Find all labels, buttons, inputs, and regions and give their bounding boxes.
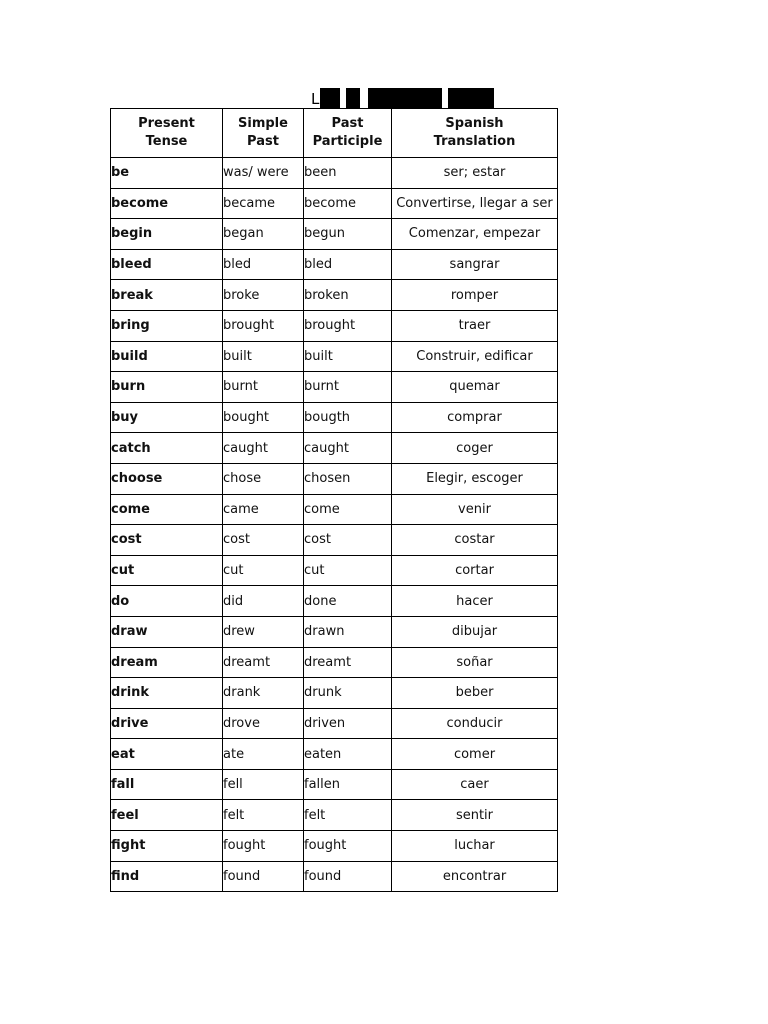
spanish-translation-cell: venir [392,494,558,525]
present-tense-cell: feel [111,800,223,831]
simple-past-cell: found [223,861,304,892]
title-redaction-block [320,88,340,108]
simple-past-cell: became [223,188,304,219]
table-row [111,158,558,189]
header-present-tense [111,109,223,158]
simple-past-cell: fought [223,831,304,862]
present-tense-cell: dream [111,647,223,678]
present-tense-cell: drive [111,708,223,739]
table-header-row [111,109,558,158]
simple-past-cell: bled [223,249,304,280]
spanish-translation-cell: luchar [392,831,558,862]
simple-past-cell: chose [223,463,304,494]
present-tense-cell: do [111,586,223,617]
table-row [111,249,558,280]
spanish-translation-cell: conducir [392,708,558,739]
past-participle-cell: eaten [304,739,392,770]
table-row [111,800,558,831]
past-participle-cell: caught [304,433,392,464]
spanish-translation-cell: encontrar [392,861,558,892]
simple-past-cell: drove [223,708,304,739]
table-row [111,739,558,770]
spanish-translation-cell: dibujar [392,616,558,647]
simple-past-cell: began [223,219,304,250]
table-row [111,219,558,250]
header-spanish-line2: Translation [433,134,516,149]
spanish-translation-cell: Convertirse, llegar a ser [392,188,558,219]
spanish-translation-cell: ser; estar [392,158,558,189]
past-participle-cell: been [304,158,392,189]
present-tense-cell: buy [111,402,223,433]
simple-past-cell: cost [223,525,304,556]
past-participle-cell: driven [304,708,392,739]
simple-past-cell: felt [223,800,304,831]
spanish-translation-cell: Comenzar, empezar [392,219,558,250]
spanish-translation-cell: costar [392,525,558,556]
table-row [111,463,558,494]
table-row [111,433,558,464]
title-redaction-block [346,88,360,108]
spanish-translation-cell: Construir, edificar [392,341,558,372]
simple-past-cell: built [223,341,304,372]
past-participle-cell: come [304,494,392,525]
present-tense-cell: break [111,280,223,311]
spanish-translation-cell: quemar [392,372,558,403]
simple-past-cell: came [223,494,304,525]
present-tense-cell: begin [111,219,223,250]
past-participle-cell: found [304,861,392,892]
present-tense-cell: draw [111,616,223,647]
present-tense-cell: find [111,861,223,892]
past-participle-cell: done [304,586,392,617]
table-row [111,708,558,739]
header-participle-line1: Past [331,116,364,131]
spanish-translation-cell: sangrar [392,249,558,280]
table-row [111,831,558,862]
past-participle-cell: drawn [304,616,392,647]
past-participle-cell: become [304,188,392,219]
present-tense-cell: cost [111,525,223,556]
past-participle-cell: cut [304,555,392,586]
title-redaction-block [448,88,494,108]
simple-past-cell: burnt [223,372,304,403]
spanish-translation-cell: hacer [392,586,558,617]
header-simple-past [223,109,304,158]
past-participle-cell: drunk [304,678,392,709]
simple-past-cell: dreamt [223,647,304,678]
present-tense-cell: burn [111,372,223,403]
table-row [111,861,558,892]
present-tense-cell: catch [111,433,223,464]
table-row [111,280,558,311]
present-tense-cell: become [111,188,223,219]
header-present-line2: Tense [145,134,188,149]
present-tense-cell: drink [111,678,223,709]
spanish-translation-cell: romper [392,280,558,311]
simple-past-cell: did [223,586,304,617]
table-row [111,341,558,372]
present-tense-cell: come [111,494,223,525]
past-participle-cell: fallen [304,769,392,800]
spanish-translation-cell: cortar [392,555,558,586]
table-row [111,616,558,647]
past-participle-cell: felt [304,800,392,831]
table-row [111,188,558,219]
spanish-translation-cell: coger [392,433,558,464]
past-participle-cell: burnt [304,372,392,403]
present-tense-cell: be [111,158,223,189]
spanish-translation-cell: caer [392,769,558,800]
header-past-participle [304,109,392,158]
spanish-translation-cell: sentir [392,800,558,831]
simple-past-cell: cut [223,555,304,586]
header-present-line1: Present [138,116,195,131]
table-row [111,402,558,433]
document-title [311,88,494,108]
simple-past-cell: drew [223,616,304,647]
past-participle-cell: broken [304,280,392,311]
header-spanish-line1: Spanish [445,116,504,131]
present-tense-cell: choose [111,463,223,494]
simple-past-cell: was/ were [223,158,304,189]
past-participle-cell: bougth [304,402,392,433]
simple-past-cell: brought [223,310,304,341]
table-body [111,158,558,892]
spanish-translation-cell: traer [392,310,558,341]
simple-past-cell: fell [223,769,304,800]
table-row [111,494,558,525]
present-tense-cell: build [111,341,223,372]
spanish-translation-cell: soñar [392,647,558,678]
header-simple-line1: Simple [238,116,288,131]
simple-past-cell: broke [223,280,304,311]
simple-past-cell: ate [223,739,304,770]
past-participle-cell: built [304,341,392,372]
past-participle-cell: brought [304,310,392,341]
spanish-translation-cell: Elegir, escoger [392,463,558,494]
simple-past-cell: drank [223,678,304,709]
past-participle-cell: chosen [304,463,392,494]
title-redaction-block [368,88,442,108]
present-tense-cell: fight [111,831,223,862]
spanish-translation-cell: comer [392,739,558,770]
table-row [111,647,558,678]
present-tense-cell: fall [111,769,223,800]
past-participle-cell: begun [304,219,392,250]
table-row [111,310,558,341]
table-row [111,769,558,800]
table-row [111,586,558,617]
past-participle-cell: cost [304,525,392,556]
header-participle-line2: Participle [312,134,383,149]
table-row [111,678,558,709]
present-tense-cell: eat [111,739,223,770]
spanish-translation-cell: beber [392,678,558,709]
present-tense-cell: cut [111,555,223,586]
present-tense-cell: bleed [111,249,223,280]
title-visible-letter: L [311,90,320,108]
simple-past-cell: caught [223,433,304,464]
past-participle-cell: fought [304,831,392,862]
present-tense-cell: bring [111,310,223,341]
spanish-translation-cell: comprar [392,402,558,433]
simple-past-cell: bought [223,402,304,433]
table-row [111,525,558,556]
table-row [111,372,558,403]
header-spanish-translation [392,109,558,158]
irregular-verbs-table [110,108,558,892]
past-participle-cell: dreamt [304,647,392,678]
past-participle-cell: bled [304,249,392,280]
header-simple-line2: Past [247,134,279,149]
table-row [111,555,558,586]
